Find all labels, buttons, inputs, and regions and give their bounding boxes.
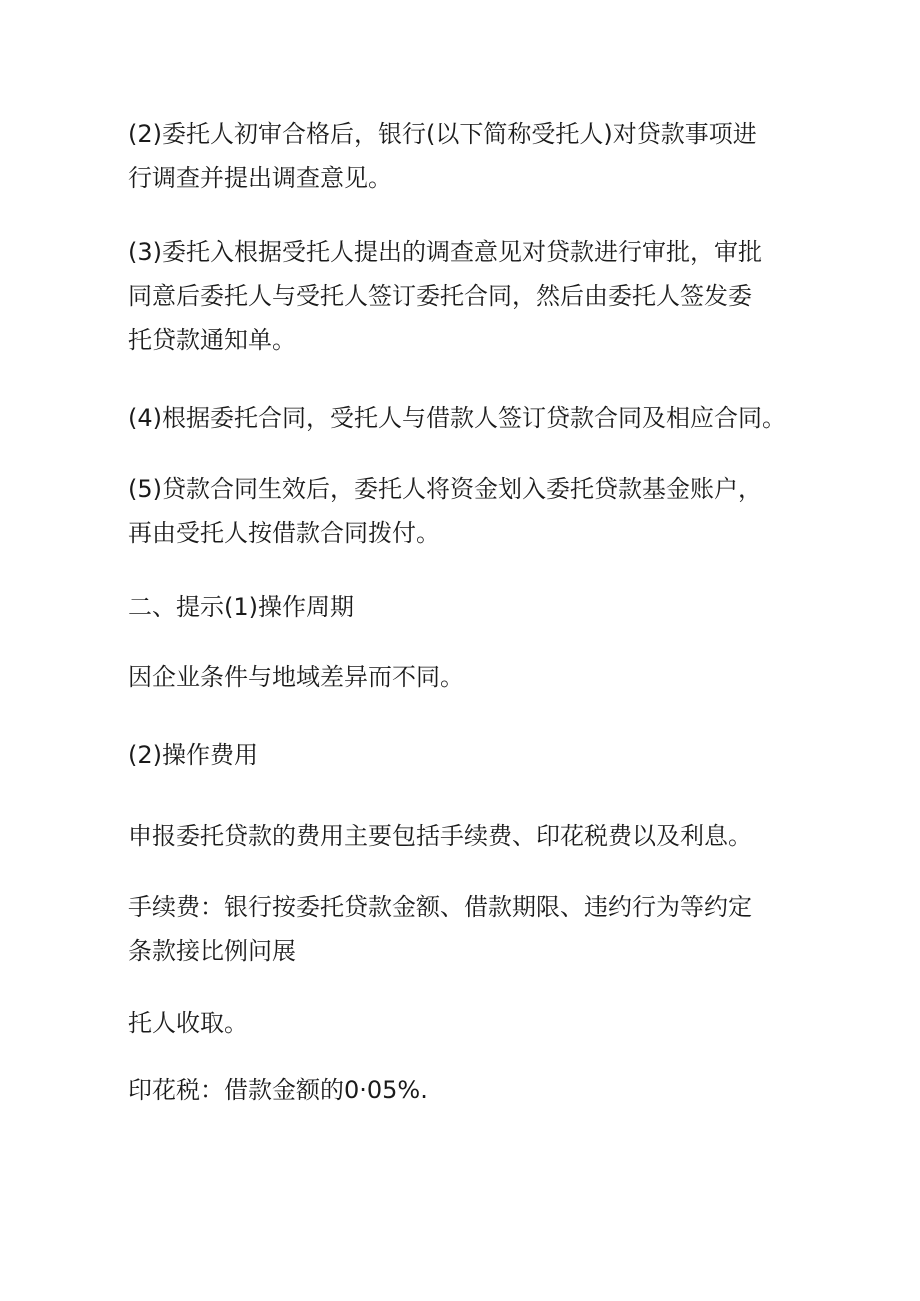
text-line: 申报委托贷款的费用主要包括手续费、印花税费以及利息。 — [128, 822, 752, 850]
text-line: 条款接比例问展 — [128, 937, 296, 965]
text-line: (2)操作费用 — [128, 741, 258, 769]
text-line: 印花税：借款金额的0·05%. — [128, 1076, 428, 1104]
text-line: 二、提示(1)操作周期 — [128, 593, 354, 621]
text-line: 行调查并提出调查意见。 — [128, 164, 392, 192]
text-line: 手续费：银行按委托贷款金额、借款期限、违约行为等约定 — [128, 893, 752, 921]
text-line: 因企业条件与地域差异而不同。 — [128, 663, 464, 691]
paragraph-collection — [128, 1001, 798, 1045]
text-line: 托人收取。 — [128, 1009, 248, 1037]
paragraph-stamp-tax — [128, 1068, 798, 1112]
paragraph-step-2 — [128, 112, 798, 200]
text-line: 托贷款通知单。 — [128, 326, 296, 354]
text-line: (4)根据委托合同，受托人与借款人签订贷款合同及相应合同。 — [128, 404, 786, 432]
paragraph-step-3 — [128, 230, 798, 362]
paragraph-fees-summary — [128, 814, 798, 858]
text-line: (3)委托入根据受托人提出的调查意见对贷款进行审批，审批 — [128, 238, 762, 266]
paragraph-cycle-note — [128, 655, 798, 699]
text-line: 再由受托人按借款合同拨付。 — [128, 519, 440, 547]
text-line: 同意后委托人与受托人签订委托合同，然后由委托人签发委 — [128, 282, 752, 310]
paragraph-handling-fee — [128, 885, 798, 973]
paragraph-step-4 — [128, 396, 798, 440]
subheading-fees — [128, 733, 798, 777]
text-line: (5)贷款合同生效后，委托人将资金划入委托贷款基金账户， — [128, 475, 762, 503]
paragraph-step-5 — [128, 467, 798, 555]
text-line: (2)委托人初审合格后，银行(以下简称受托人)对贷款事项进 — [128, 120, 757, 148]
section-heading-tips — [128, 585, 798, 629]
